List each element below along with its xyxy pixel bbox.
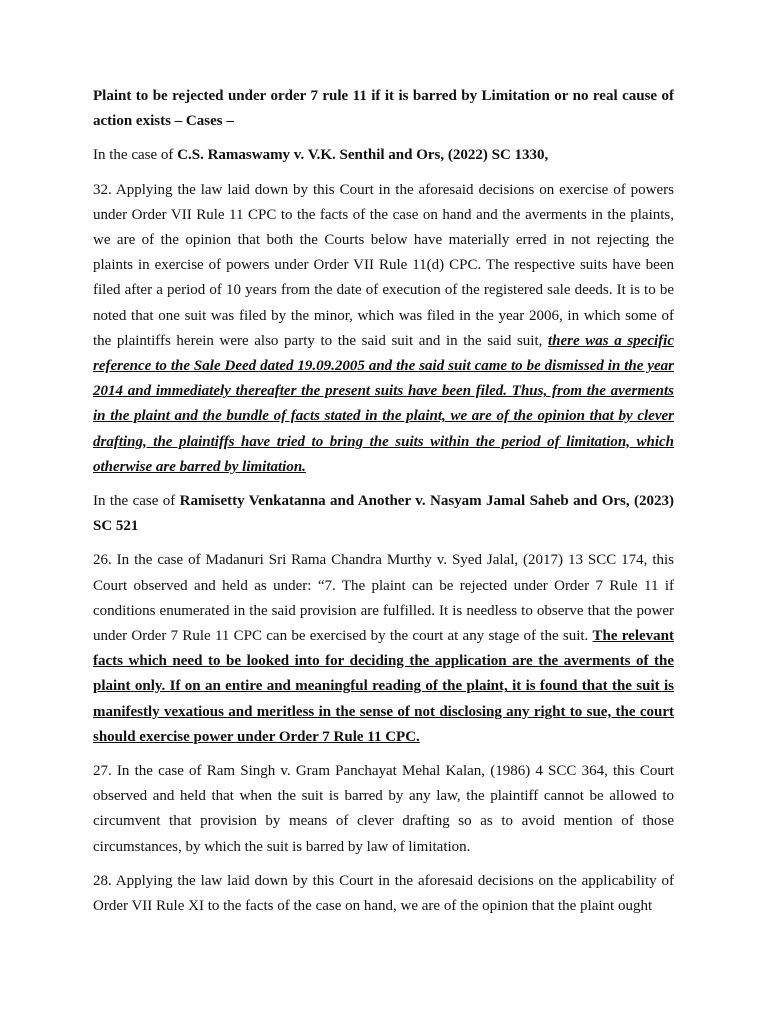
- case-reference-1: [93, 143, 674, 168]
- case-intro: In the case of: [93, 147, 178, 164]
- paragraph-32: [93, 178, 674, 480]
- paragraph-text: 26. In the case of Madanuri Sri Rama Chandra Murthy v. Syed Jalal, (2017) 13 SCC 174, this Court observed and held as under: “7. The plaint can be rejected under Order 7 Rule 11 if conditions enumerated in the said provision are fulfilled. It is needless to observe that the power under Order 7 Rule 11 CPC can be exercised by the court at any stage of the suit.: [93, 552, 674, 645]
- paragraph-emphasis: The relevant facts which need to be looked into for deciding the application are the averments of the plaint only. If on an entire and meaningful reading of the plaint, it is found that the suit is manifestly vexatious and meritless in the sense of not disclosing any right to sue, the court should exercise power under Order 7 Rule 11 CPC.: [93, 628, 674, 745]
- paragraph-text: 32. Applying the law laid down by this Court in the aforesaid decisions on exercise of powers under Order VII Rule 11 CPC to the facts of the case on hand and the averments in the plaints, we are of the opinion that both the Courts below have materially erred in not rejecting the plaints in exercise of powers under Order VII Rule 11(d) CPC. The respective suits have been filed after a period of 10 years from the date of execution of the registered sale deeds. It is to be noted that one suit was filed by the minor, which was filed in the year 2006, in which some of the plaintiffs herein were also party to the said suit and in the said suit,: [93, 181, 674, 349]
- case-intro: In the case of: [93, 493, 180, 510]
- paragraph-28: 28. Applying the law laid down by this Court in the aforesaid decisions on the applicability of Order VII Rule XI to the facts of the case on hand, we are of the opinion that the plaint ought: [93, 872, 674, 915]
- case-citation: Ramisetty Venkatanna and Another v. Nasyam Jamal Saheb and Ors, (2023) SC 521: [93, 493, 674, 535]
- paragraph-emphasis: there was a specific reference to the Sale Deed dated 19.09.2005 and the said suit came to be dismissed in the year 2014 and immediately thereafter the present suits have been filed. Thus, from the averments in the plaint and the bundle of facts stated in the plaint, we are of the opinion that by clever drafting, the plaintiffs have tried to bring the suits within the period of limitation, which otherwise are barred by limitation.: [93, 332, 674, 475]
- case-reference-2: [93, 489, 674, 539]
- paragraph-27: 27. In the case of Ram Singh v. Gram Panchayat Mehal Kalan, (1986) 4 SCC 364, this Court observed and held that when the suit is barred by any law, the plaintiff cannot be allowed to circumvent that provision by means of clever drafting so as to avoid mention of those circumstances, by which the suit is barred by law of limitation.: [93, 763, 674, 855]
- paragraph-26: [93, 548, 674, 750]
- case-citation: C.S. Ramaswamy v. V.K. Senthil and Ors, (2022) SC 1330,: [177, 147, 549, 164]
- document-page: [93, 84, 674, 928]
- document-heading: Plaint to be rejected under order 7 rule 11 if it is barred by Limitation or no real cause of action exists – Cases –: [93, 88, 674, 130]
